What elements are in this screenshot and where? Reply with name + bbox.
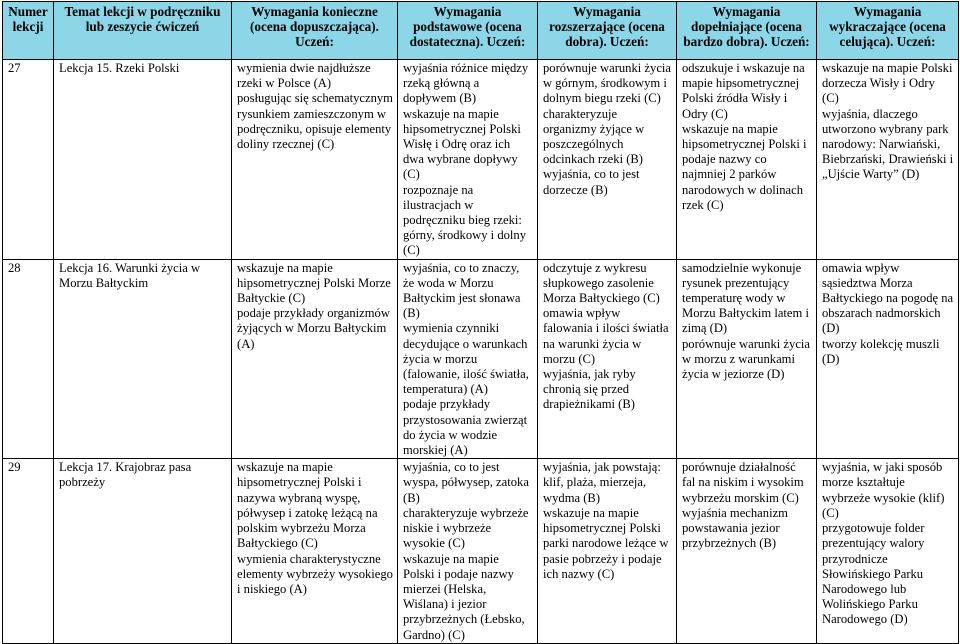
table-row [3, 459, 959, 643]
requirement-item: wyjaśnia, co to znaczy, że woda w Morzu Bałtyckim jest słonawa (B) [403, 260, 521, 321]
cell-konieczne [232, 259, 398, 459]
cell-podstawowe [398, 259, 538, 459]
header-row [3, 2, 959, 60]
cell-wykraczajace [817, 60, 959, 260]
requirement-item: omawia wpływ falowania i ilości światła na warunki życia w morzu (C) [543, 306, 669, 366]
lesson-topic: Lekcja 17. Krajobraz pasa pobrzeży [54, 459, 232, 643]
requirement-item: podaje przykłady przystosowania zwierząt do życia w wodzie morskiej (A) [403, 397, 528, 458]
requirement-item: wyjaśnia mechanizm powstawania jezior przybrzeżnych (B) [682, 505, 788, 551]
cell-rozszerzajace [538, 60, 677, 260]
cell-podstawowe [398, 459, 538, 643]
cell-wykraczajace [817, 259, 959, 459]
requirement-item: porównuje warunki życia w morzu z warunkami życia w jeziorze (D) [682, 336, 810, 382]
requirement-item: wymienia czynniki decydujące o warunkach życia w morzu (falowanie, ilość światła, temperatura) (A) [403, 321, 529, 397]
requirement-item: wskazuje na mapie hipsometrycznej Polski Morze Bałtyckie (C) [237, 260, 391, 306]
requirement-item: rozpoznaje na ilustracjach w podręczniku bieg rzeki: górny, środkowy i dolny (C) [403, 182, 527, 258]
requirement-item: samodzielnie wykonuje rysunek prezentujący temperaturę wody w Morzu Bałtyckim latem i zimą (D) [682, 260, 809, 336]
header-cell-rozszerzajace: Wymagania rozszerzające (ocena dobra). Uczeń: [538, 2, 677, 60]
lesson-topic: Lekcja 16. Warunki życia w Morzu Bałtyckim [54, 259, 232, 459]
lesson-topic: Lekcja 15. Rzeki Polski [54, 60, 232, 260]
requirement-item: wyjaśnia, dlaczego utworzono wybrany park narodowy: Narwiański, Biebrzański, Drawieński i „Ujście Warty” (D) [822, 106, 954, 182]
requirement-item: wskazuje na mapie hipsometrycznej Polski Wisłę i Odrę oraz ich dwa wybrane dopływy (C) [403, 106, 521, 182]
cell-rozszerzajace [538, 259, 677, 459]
header-cell-number: Numer lekcji [3, 2, 54, 60]
cell-wykraczajace [817, 459, 959, 643]
header-cell-konieczne: Wymagania konieczne (ocena dopuszczająca). Uczeń: [232, 2, 398, 60]
requirement-item: wskazuje na mapie Polski i podaje nazwy mierzei (Helska, Wiślana) i jezior przybrzeżnych (Łebsko, Gardno) (C) [403, 551, 525, 642]
cell-dopelniajace [677, 459, 817, 643]
cell-konieczne [232, 60, 398, 260]
requirement-item: podaje przykłady organizmów żyjących w Morzu Bałtyckim (A) [237, 306, 390, 351]
header-cell-topic: Temat lekcji w podręczniku lub zeszycie ćwiczeń [54, 2, 232, 60]
requirement-item: przygotowuje folder prezentujący walory przyrodnicze Słowińskiego Parku Narodowego lub Wolińskiego Parku Narodowego (D) [822, 521, 925, 627]
requirement-item: wyjaśnia, co to jest wyspa, półwysep, zatoka (B) [403, 460, 529, 505]
requirement-item: porównuje działalność fal na niskim i wysokim wybrzeżu morskim (C) [682, 460, 804, 505]
cell-dopelniajace [677, 259, 817, 459]
table-row [3, 60, 959, 260]
requirement-item: odszukuje i wskazuje na mapie hipsometrycznej Polski źródła Wisły i Odry (C) [682, 61, 805, 121]
requirement-item: posługując się schematycznym rysunkiem zamieszczonym w podręczniku, opisuje elementy doliny rzecznej (C) [237, 91, 393, 152]
requirement-item: charakteryzuje wybrzeże niskie i wybrzeże wysokie (C) [403, 505, 529, 551]
requirement-item: odczytuje z wykresu słupkowego zasolenie Morza Bałtyckiego (C) [543, 260, 660, 306]
requirement-item: wymienia dwie najdłuższe rzeki w Polsce (A) [237, 61, 371, 91]
header-cell-dopelniajace: Wymagania dopełniające (ocena bardzo dobra). Uczeń: [677, 2, 817, 60]
requirement-item: omawia wpływ sąsiedztwa Morza Bałtyckiego na pogodę na obszarach nadmorskich (D) [822, 260, 954, 336]
requirement-item: wyjaśnia, jak ryby chronią się przed drapieżnikami (B) [543, 367, 636, 412]
cell-dopelniajace [677, 60, 817, 260]
cell-konieczne [232, 459, 398, 643]
table-row [3, 259, 959, 459]
lesson-number: 29 [3, 459, 54, 643]
header-cell-wykraczajace: Wymagania wykraczające (ocena celująca). Uczeń: [817, 2, 959, 60]
cell-podstawowe [398, 60, 538, 260]
requirement-item: wskazuje na mapie hipsometrycznej Polski parki narodowe leżące w pasie pobrzeży i podaje ich nazwy (C) [543, 505, 669, 581]
cell-rozszerzajace [538, 459, 677, 643]
requirement-item: wskazuje na mapie Polski dorzecza Wisły i Odry (C) [822, 61, 953, 106]
lesson-number: 28 [3, 259, 54, 459]
header-cell-podstawowe: Wymagania podstawowe (ocena dostateczna). Uczeń: [398, 2, 538, 60]
requirement-item: wyjaśnia różnice między rzeką główną a dopływem (B) [403, 61, 529, 106]
requirement-item: wyjaśnia, co to jest dorzecze (B) [543, 167, 640, 197]
requirement-item: tworzy kolekcję muszli (D) [822, 336, 940, 366]
requirement-item: porównuje warunki życia w górnym, środkowym i dolnym biegu rzeki (C) [543, 61, 671, 106]
requirement-item: charakteryzuje organizmy żyjące w poszczególnych odcinkach rzeki (B) [543, 106, 645, 167]
requirement-item: wskazuje na mapie hipsometrycznej Polski i nazywa wybraną wyspę, półwysep i zatokę leżącą na polskim wybrzeżu Morza Bałtyckiego (C) [237, 460, 378, 551]
requirement-item: wyjaśnia, jak powstają: klif, plaża, mierzeja, wydma (B) [543, 460, 661, 505]
requirement-item: wyjaśnia, w jaki sposób morze kształtuje wybrzeże wysokie (klif) (C) [822, 460, 945, 520]
requirement-item: wskazuje na mapie hipsometrycznej Polski i podaje nazwy co najmniej 2 parków narodowych w dolinach rzek (C) [682, 121, 807, 212]
requirements-table [2, 1, 959, 644]
lesson-number: 27 [3, 60, 54, 260]
requirement-item: wymienia charakterystyczne elementy wybrzeży wysokiego i niskiego (A) [237, 551, 393, 596]
